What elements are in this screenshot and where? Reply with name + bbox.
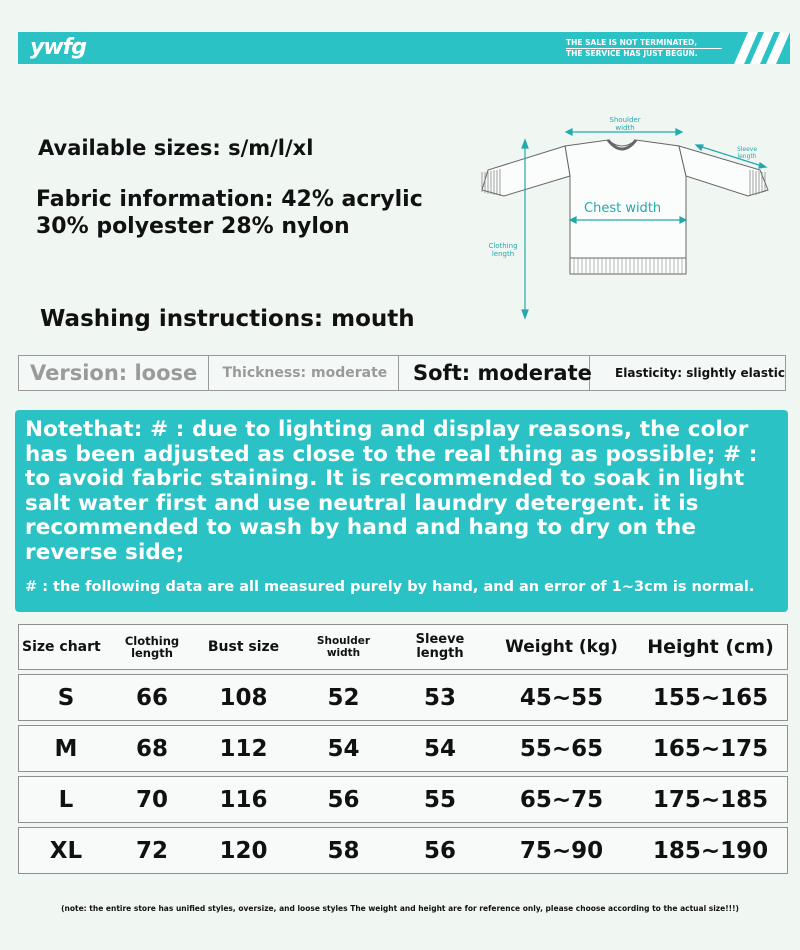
shoulder-width-cell: 56	[296, 776, 391, 823]
height-cell: 185~190	[634, 827, 788, 874]
weight-cell: 55~65	[489, 725, 634, 772]
attribute-thickness: Thickness: moderate	[209, 356, 400, 390]
bust-size-cell: 116	[191, 776, 296, 823]
clothing-length-label-line2: length	[491, 250, 515, 258]
header-height: Height (cm)	[634, 624, 788, 670]
size-cell: S	[18, 674, 113, 721]
fabric-info	[36, 186, 423, 240]
weight-cell: 75~90	[489, 827, 634, 874]
header-shoulder-width-line1: Shoulder	[316, 635, 371, 647]
shoulder-width-label-line2: width	[615, 124, 635, 132]
sleeve-length-label	[732, 146, 762, 160]
height-cell: 155~165	[634, 674, 788, 721]
clothing-length-label	[484, 242, 522, 258]
size-cell: M	[18, 725, 113, 772]
header-bust-size: Bust size	[191, 624, 296, 670]
care-note-main: Notethat: # : due to lighting and display reasons, the color has been adjusted as close to the real thing as possible; # : to avoid fabric staining. It is recommended to soak in light salt water first and use neutral laundry detergent. it is recommended to wash by hand and hang to dry on the reverse side;	[25, 417, 758, 565]
clothing-length-cell: 72	[113, 827, 191, 874]
size-chart-table	[18, 620, 788, 878]
shoulder-width-cell: 58	[296, 827, 391, 874]
bust-size-cell: 112	[191, 725, 296, 772]
height-cell: 175~185	[634, 776, 788, 823]
attribute-elasticity: Elasticity: slightly elastic	[615, 366, 785, 380]
banner-stripes-decoration	[724, 32, 790, 64]
header-clothing-length-line2: length	[131, 646, 173, 660]
brand-logo: ywfg	[30, 35, 86, 60]
header-sleeve-length	[391, 624, 489, 670]
size-cell: L	[18, 776, 113, 823]
weight-cell: 65~75	[489, 776, 634, 823]
sleeve-length-cell: 55	[391, 776, 489, 823]
size-row-xl	[18, 827, 788, 874]
sleeve-length-label-line2: length	[737, 153, 757, 160]
header-banner	[18, 32, 790, 64]
size-cell: XL	[18, 827, 113, 874]
attribute-soft: Soft: moderate	[399, 356, 590, 390]
size-row-m	[18, 725, 788, 772]
header-sleeve-length-line2: length	[416, 646, 464, 661]
fabric-info-line1: Fabric information: 42% acrylic	[36, 187, 423, 212]
care-note-panel	[15, 410, 788, 612]
bust-size-cell: 120	[191, 827, 296, 874]
banner-slogan-line2: THE SERVICE HAS JUST BEGUN.	[566, 49, 698, 58]
header-shoulder-width-line2: width	[326, 647, 361, 659]
measurement-note: # : the following data are all measured purely by hand, and an error of 1~3cm is normal.	[25, 579, 755, 595]
sleeve-length-cell: 54	[391, 725, 489, 772]
sweater-outline-illustration	[470, 108, 790, 330]
shoulder-width-label	[608, 116, 642, 132]
clothing-length-cell: 68	[113, 725, 191, 772]
sleeve-length-cell: 53	[391, 674, 489, 721]
sweater-measurement-diagram	[470, 108, 790, 330]
banner-divider	[566, 48, 722, 49]
header-clothing-length	[113, 624, 191, 670]
shoulder-width-cell: 52	[296, 674, 391, 721]
header-size-chart: Size chart	[18, 624, 113, 670]
sleeve-length-cell: 56	[391, 827, 489, 874]
header-clothing-length-line1: Clothing	[124, 633, 180, 648]
size-row-l	[18, 776, 788, 823]
attribute-version: Version: loose	[19, 356, 209, 390]
weight-cell: 45~55	[489, 674, 634, 721]
header-weight: Weight (kg)	[489, 624, 634, 670]
banner-slogan-line1: THE SALE IS NOT TERMINATED,	[566, 38, 698, 47]
header-shoulder-width	[296, 624, 391, 670]
available-sizes: Available sizes: s/m/l/xl	[38, 136, 314, 160]
clothing-length-cell: 66	[113, 674, 191, 721]
fabric-info-line2: 30% polyester 28% nylon	[36, 214, 350, 239]
size-row-s	[18, 674, 788, 721]
size-chart-header-row	[18, 624, 788, 670]
header-sleeve-length-line1: Sleeve	[415, 632, 465, 647]
shoulder-width-label-line1: Shoulder	[609, 116, 641, 124]
shoulder-width-cell: 54	[296, 725, 391, 772]
fabric-attributes-bar	[18, 355, 786, 391]
height-cell: 165~175	[634, 725, 788, 772]
sleeve-length-label-line1: Sleeve	[736, 146, 758, 153]
footnote: (note: the entire store has unified styles, oversize, and loose styles The weight and height are for reference only, please choose according to the actual size!!!)	[61, 904, 739, 913]
bust-size-cell: 108	[191, 674, 296, 721]
chest-width-label: Chest width	[584, 201, 662, 216]
washing-instructions: Washing instructions: mouth	[40, 306, 415, 332]
clothing-length-label-line1: Clothing	[488, 242, 518, 250]
clothing-length-cell: 70	[113, 776, 191, 823]
